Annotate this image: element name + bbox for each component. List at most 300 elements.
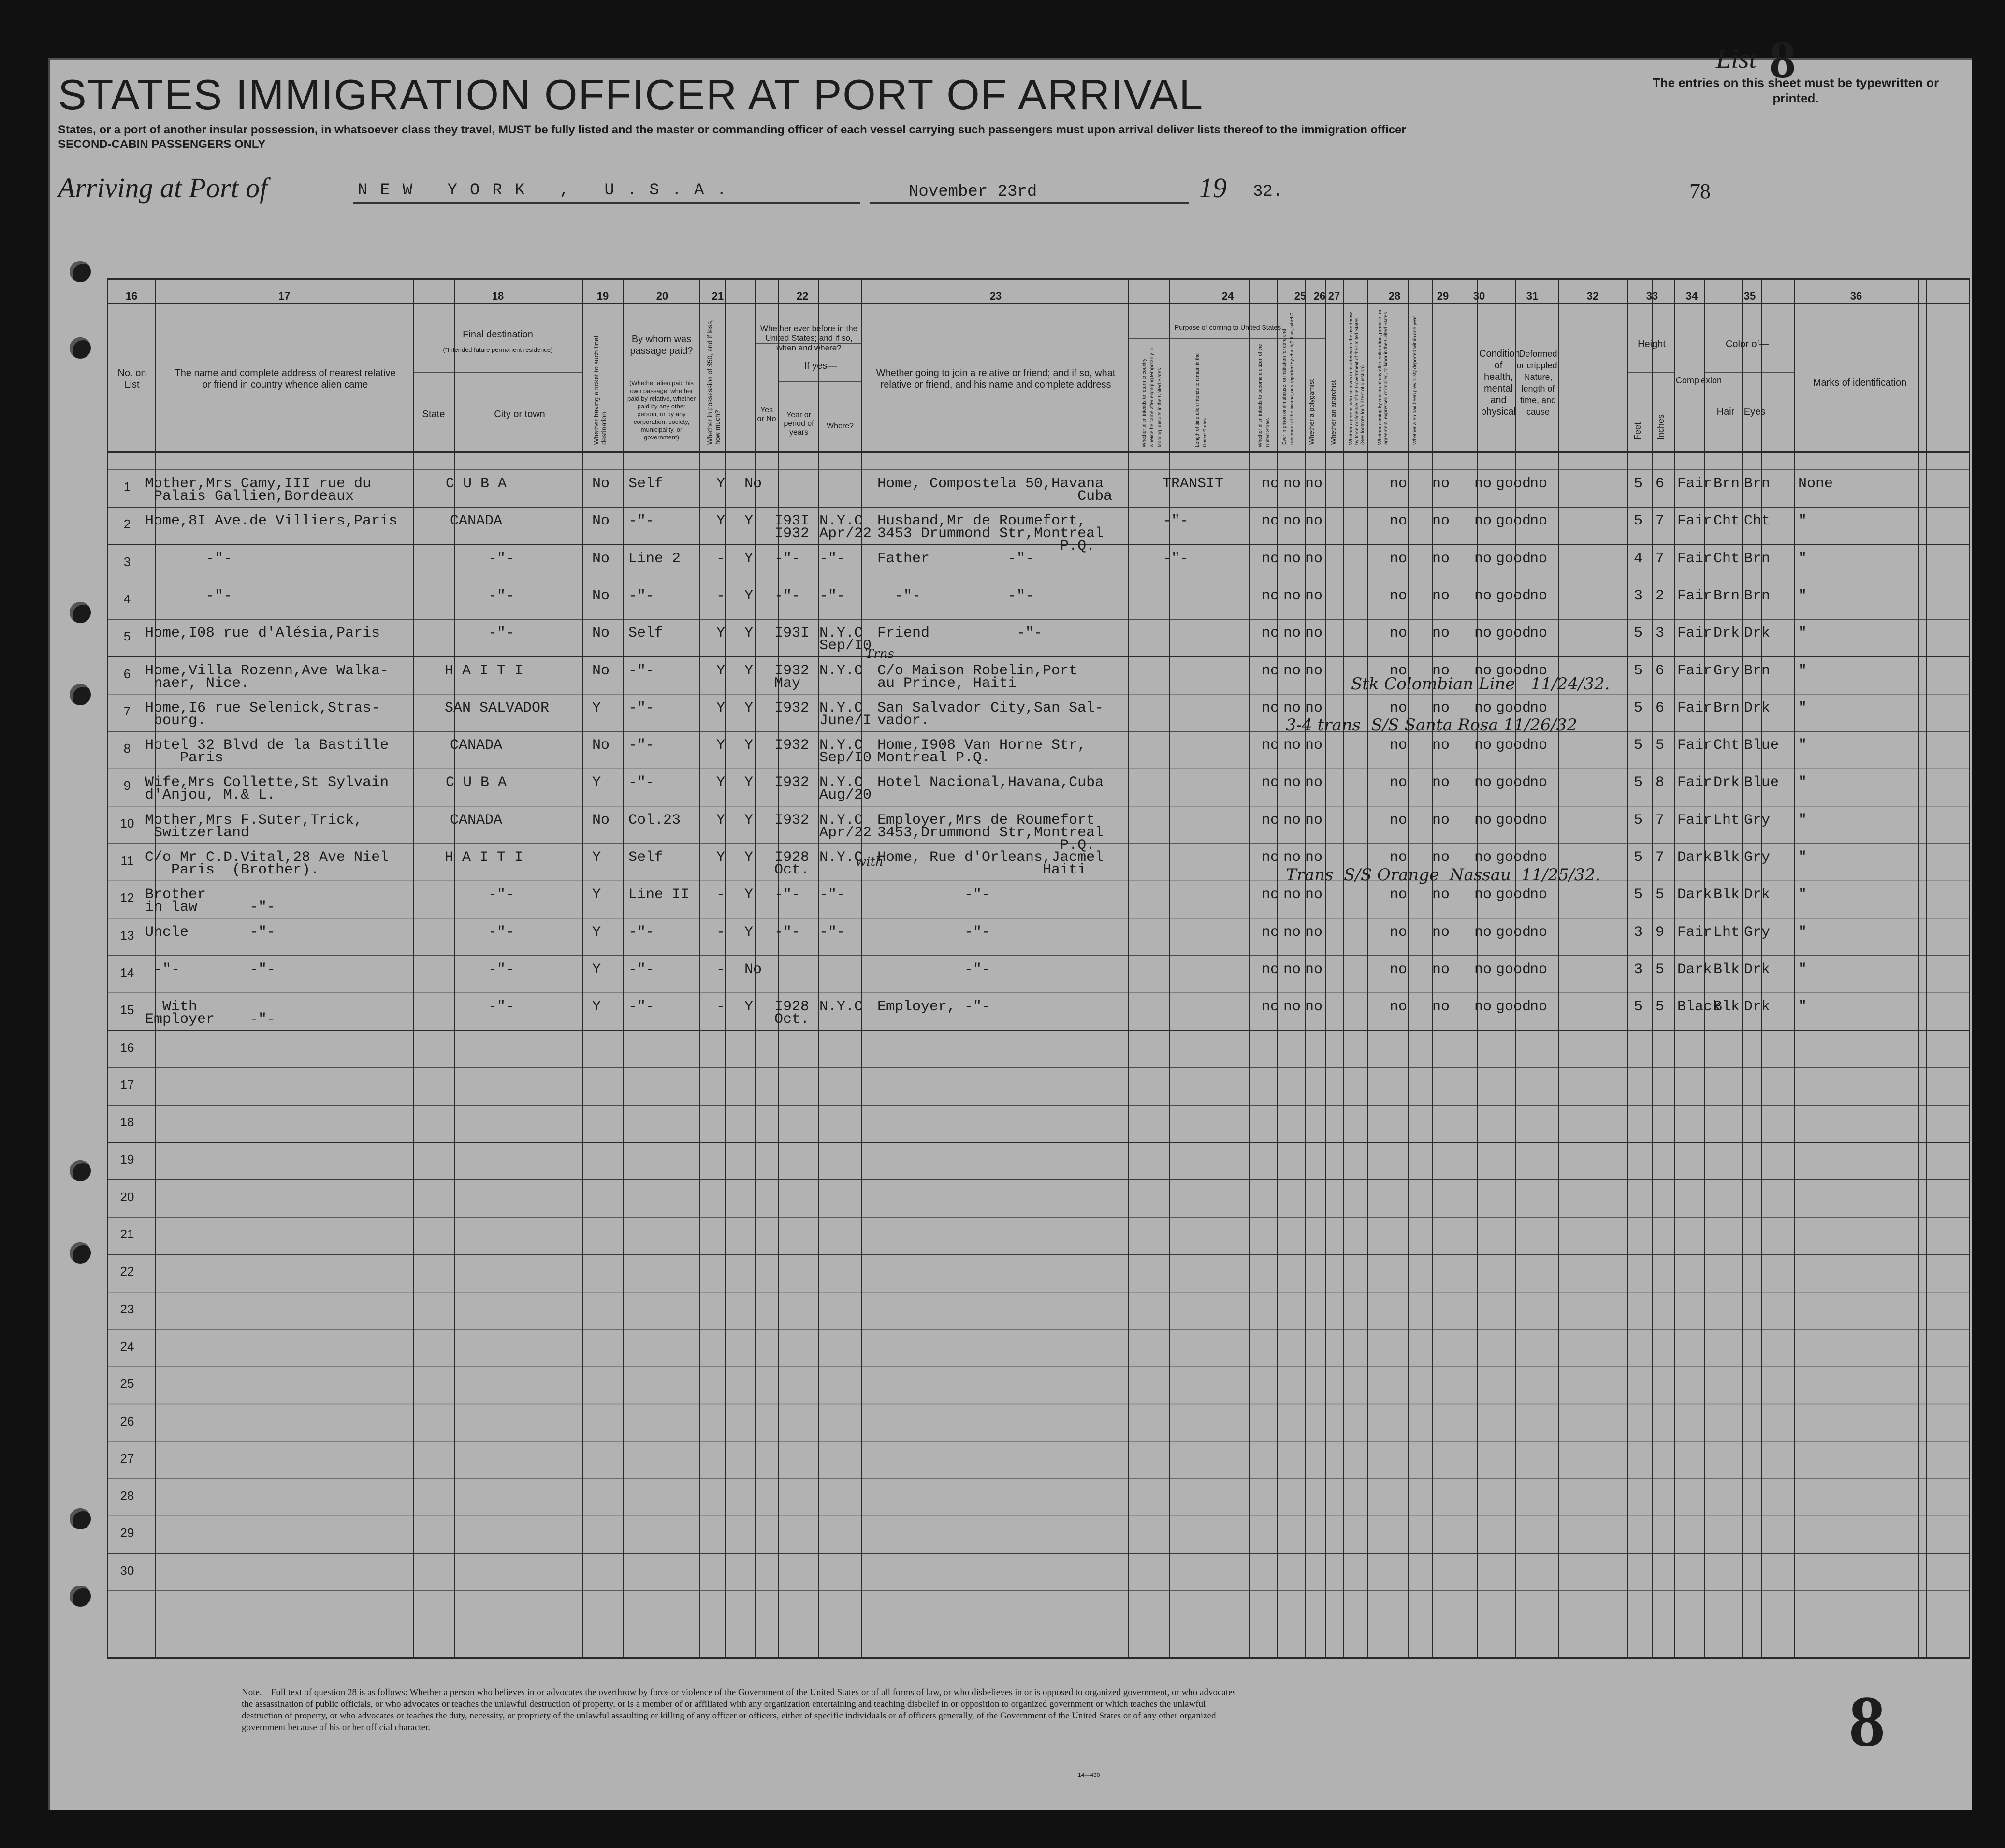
header-anarchist: Whether an anarchist xyxy=(1329,380,1337,445)
entries-note: The entries on this sheet must be typewritten or printed. xyxy=(1652,75,1939,105)
year-cell: I932 xyxy=(774,699,810,716)
passage-paid-cell: Self xyxy=(628,625,664,642)
where-cell: -"- xyxy=(819,550,846,567)
overthrow-cell: no xyxy=(1390,513,1408,530)
row-number: 1 xyxy=(123,480,131,494)
punch-hole xyxy=(70,1160,91,1181)
header-purpose: Purpose of coming to United States xyxy=(1174,323,1281,331)
offer-labor-cell: no xyxy=(1432,961,1450,978)
yes-no-cell: Y xyxy=(744,849,754,866)
join-relative-cell: Home, Compostela 50,Havana Cuba xyxy=(877,476,1113,505)
row-number: 11 xyxy=(120,853,134,868)
anarchist-cell: no xyxy=(1305,924,1323,941)
anarchist-cell: no xyxy=(1305,999,1323,1016)
deformed-cell: no xyxy=(1530,625,1548,642)
possession-cell: Y xyxy=(716,513,726,530)
header-deported: Whether alien had been previously deported within one year xyxy=(1412,316,1418,445)
year-cell: I928 Oct. xyxy=(774,999,810,1028)
header-join-relative: Whether going to join a relative or friend; and if so, what relative or friend, and his name and complete address xyxy=(876,368,1116,390)
deported-cell: no xyxy=(1474,587,1492,604)
hair-cell: Blk xyxy=(1714,961,1740,978)
complexion-cell: Fair xyxy=(1677,699,1713,716)
nearest-relative-cell: Home,8I Ave.de Villiers,Paris xyxy=(145,513,398,530)
purpose-cell: TRANSIT xyxy=(1162,476,1224,492)
state-cell: CANADA xyxy=(450,513,503,530)
deformed-cell: no xyxy=(1530,924,1548,941)
marks-cell: " xyxy=(1798,662,1807,679)
header-hair: Hair xyxy=(1716,407,1735,417)
deported-cell: no xyxy=(1474,774,1492,791)
eyes-cell: Brn xyxy=(1744,476,1771,492)
ticket-cell: No xyxy=(592,513,610,530)
join-relative-cell: -"- -"- xyxy=(877,587,1034,604)
header-health: Condition of health, mental and physical xyxy=(1479,349,1520,417)
health-cell: good xyxy=(1496,625,1531,642)
hair-cell: Blk xyxy=(1714,849,1740,866)
join-relative-cell: Father -"- xyxy=(877,550,1034,567)
possession-cell: - xyxy=(716,887,726,903)
state-cell: H A I T I xyxy=(445,662,523,679)
polygamist-cell: no xyxy=(1283,662,1301,679)
passage-paid-cell: Col.23 xyxy=(628,812,681,829)
row-number: 8 xyxy=(123,741,131,756)
prison-cell: no xyxy=(1262,774,1279,791)
nearest-relative-cell: Uncle -"- xyxy=(145,924,276,941)
year-cell: I932 xyxy=(774,812,810,829)
eyes-cell: Drk xyxy=(1744,887,1771,903)
polygamist-cell: no xyxy=(1283,587,1301,604)
deported-cell: no xyxy=(1474,737,1492,754)
polygamist-cell: no xyxy=(1283,999,1301,1016)
city-cell: -"- xyxy=(488,887,515,903)
column-number: 25 xyxy=(1294,290,1307,302)
year-cell: -"- xyxy=(774,550,801,567)
health-cell: good xyxy=(1496,513,1531,530)
overthrow-cell: no xyxy=(1390,587,1408,604)
header-height: Height xyxy=(1638,339,1666,349)
city-cell: -"- xyxy=(488,924,515,941)
hair-cell: Lht xyxy=(1714,924,1740,941)
page-title: STATES IMMIGRATION OFFICER AT PORT OF ARRIVAL xyxy=(58,71,1204,118)
nearest-relative-cell: -"- -"- xyxy=(145,961,276,978)
deported-cell: no xyxy=(1474,476,1492,492)
feet-cell: 3 xyxy=(1634,587,1643,604)
marks-cell: " xyxy=(1798,887,1807,903)
punch-hole xyxy=(70,1242,91,1264)
passage-paid-cell: Line II xyxy=(628,887,690,903)
eyes-cell: Drk xyxy=(1744,699,1771,716)
join-relative-cell: Hotel Nacional,Havana,Cuba xyxy=(877,774,1104,791)
state-cell: SAN SALVADOR xyxy=(445,699,550,716)
complexion-cell: Fair xyxy=(1677,812,1713,829)
list-number: 8 xyxy=(1769,30,1796,89)
transfer-note: 3-4 trans S/S Santa Rosa 11/26/32 xyxy=(1286,715,1578,735)
eyes-cell: Drk xyxy=(1744,961,1771,978)
passage-paid-cell: -"- xyxy=(628,961,655,978)
deported-cell: no xyxy=(1474,513,1492,530)
inches-cell: 7 xyxy=(1656,849,1665,866)
header-year-period: Year or period of years xyxy=(784,411,814,437)
punch-hole xyxy=(70,261,91,282)
deported-cell: no xyxy=(1474,625,1492,642)
deported-cell: no xyxy=(1474,924,1492,941)
city-cell: -"- xyxy=(488,625,515,642)
marks-cell: " xyxy=(1798,961,1807,978)
deformed-cell: no xyxy=(1530,812,1548,829)
hair-cell: Blk xyxy=(1714,887,1740,903)
polygamist-cell: no xyxy=(1283,550,1301,567)
column-number: 32 xyxy=(1586,290,1599,302)
eyes-cell: Brn xyxy=(1744,587,1771,604)
ticket-cell: Y xyxy=(592,961,601,978)
eyes-cell: Blue xyxy=(1744,774,1779,791)
yes-no-cell: Y xyxy=(744,550,754,567)
deported-cell: no xyxy=(1474,662,1492,679)
join-relative-cell: Friend -"- xyxy=(877,625,1043,642)
nearest-relative-cell: Mother,Mrs Camy,III rue du Palais Gallien,Bordeaux xyxy=(145,476,372,505)
possession-cell: - xyxy=(716,999,726,1016)
join-relative-cell: -"- xyxy=(877,961,991,978)
inches-cell: 5 xyxy=(1656,961,1665,978)
anarchist-cell: no xyxy=(1305,550,1323,567)
row-number: 12 xyxy=(120,890,134,905)
form-number: 14—430 xyxy=(1078,1772,1100,1778)
join-relative-cell: Husband,Mr de Roumefort, 3453 Drummond Str,Montreal P.Q. xyxy=(877,513,1104,555)
row-number: 3 xyxy=(123,554,131,569)
state-cell: CANADA xyxy=(450,812,503,829)
footnote: Note.—Full text of question 28 is as follows: Whether a person who believes in or advocates the overthrow by force or violence of the Government of the United States or of all forms of law, or who disbelieves in or is opposed to organized government, or who advocates the assassination of public officials, or who advocates or teaches the unlawful destruction of property, or is a member of or affiliated with any organization entertaining and teaching disbelief in or opposition to organized government or which teaches the unlawful destruction of property, or who advocates or teaches the duty, necessity, or propriety of the unlawful assaulting or killing of any officer or officers, either of specific individuals or of officers generally, of the Government of the United States or of any other organized government because of his or her official character. xyxy=(242,1688,1236,1732)
passage-paid-cell: -"- xyxy=(628,737,655,754)
feet-cell: 5 xyxy=(1634,774,1643,791)
column-number: 33 xyxy=(1646,290,1658,302)
column-number: 35 xyxy=(1743,290,1756,302)
complexion-cell: Black xyxy=(1677,999,1721,1016)
row-number: 29 xyxy=(120,1526,134,1541)
passage-paid-cell: -"- xyxy=(628,774,655,791)
polygamist-cell: no xyxy=(1283,774,1301,791)
row-number: 13 xyxy=(120,928,134,943)
join-relative-cell: -"- xyxy=(877,887,991,903)
row-number: 21 xyxy=(120,1227,134,1241)
nearest-relative-cell: Hotel 32 Blvd de la Bastille Paris xyxy=(145,737,389,767)
column-number: 21 xyxy=(712,290,724,302)
join-relative-cell: Employer,Mrs de Roumefort 3453,Drummond Str,Montreal P.Q. xyxy=(877,812,1104,854)
overthrow-cell: no xyxy=(1390,625,1408,642)
hair-cell: Brn xyxy=(1714,699,1740,716)
deformed-cell: no xyxy=(1530,699,1548,716)
arriving-label: Arriving at Port of xyxy=(58,172,268,204)
complexion-cell: Dark xyxy=(1677,961,1713,978)
trns-mark: Trns xyxy=(865,647,894,661)
yes-no-cell: Y xyxy=(744,513,754,530)
anarchist-cell: no xyxy=(1305,699,1323,716)
polygamist-cell: no xyxy=(1283,513,1301,530)
row-number: 4 xyxy=(123,591,131,606)
header-eyes: Eyes xyxy=(1743,407,1766,417)
state-cell: H A I T I xyxy=(445,849,523,866)
complexion-cell: Fair xyxy=(1677,476,1713,492)
row-number: 26 xyxy=(120,1413,134,1428)
anarchist-cell: no xyxy=(1305,737,1323,754)
header-prison: Ever in prison or almshouse, or institution for care and treatment of the insane, or supported by charity? If so, which? xyxy=(1282,312,1295,445)
health-cell: good xyxy=(1496,812,1531,829)
deformed-cell: no xyxy=(1530,550,1548,567)
year-cell: -"- xyxy=(774,924,801,941)
polygamist-cell: no xyxy=(1283,887,1301,903)
feet-cell: 5 xyxy=(1634,849,1643,866)
city-cell: -"- xyxy=(488,550,515,567)
deported-cell: no xyxy=(1474,699,1492,716)
complexion-cell: Fair xyxy=(1677,737,1713,754)
marks-cell: " xyxy=(1798,550,1807,567)
hair-cell: Drk xyxy=(1714,625,1740,642)
anarchist-cell: no xyxy=(1305,587,1323,604)
deformed-cell: no xyxy=(1530,587,1548,604)
column-number: 24 xyxy=(1221,290,1234,302)
passage-paid-cell: -"- xyxy=(628,699,655,716)
hair-cell: Brn xyxy=(1714,476,1740,492)
health-cell: good xyxy=(1496,999,1531,1016)
prison-cell: no xyxy=(1262,812,1279,829)
ticket-cell: Y xyxy=(592,699,601,716)
anarchist-cell: no xyxy=(1305,476,1323,492)
offer-labor-cell: no xyxy=(1432,887,1450,903)
prison-cell: no xyxy=(1262,662,1279,679)
deported-cell: no xyxy=(1474,550,1492,567)
offer-labor-cell: no xyxy=(1432,999,1450,1016)
where-cell: N.Y.C Apr/22 xyxy=(819,812,872,841)
anarchist-cell: no xyxy=(1305,812,1323,829)
feet-cell: 5 xyxy=(1634,999,1643,1016)
offer-labor-cell: no xyxy=(1432,812,1450,829)
city-cell: -"- xyxy=(488,587,515,604)
overthrow-cell: no xyxy=(1390,887,1408,903)
row-number: 24 xyxy=(120,1339,134,1353)
deported-cell: no xyxy=(1474,812,1492,829)
deformed-cell: no xyxy=(1530,849,1548,866)
deformed-cell: no xyxy=(1530,737,1548,754)
anarchist-cell: no xyxy=(1305,961,1323,978)
eyes-cell: Gry xyxy=(1744,924,1771,941)
punch-hole xyxy=(70,602,91,623)
hair-cell: Blk xyxy=(1714,999,1740,1016)
polygamist-cell: no xyxy=(1283,849,1301,866)
inches-cell: 9 xyxy=(1656,924,1665,941)
offer-labor-cell: no xyxy=(1432,662,1450,679)
inches-cell: 5 xyxy=(1656,737,1665,754)
page-count: 78 xyxy=(1689,179,1711,203)
anarchist-cell: no xyxy=(1305,774,1323,791)
prison-cell: no xyxy=(1262,961,1279,978)
year-suffix: 32. xyxy=(1253,183,1283,201)
yes-no-cell: Y xyxy=(744,924,754,941)
complexion-cell: Fair xyxy=(1677,625,1713,642)
purpose-cell: -"- xyxy=(1162,550,1189,567)
where-cell: N.Y.C Sep/I0 xyxy=(819,737,872,767)
inches-cell: 7 xyxy=(1656,513,1665,530)
ticket-cell: No xyxy=(592,587,610,604)
year-cell: I928 Oct. xyxy=(774,849,810,878)
possession-cell: Y xyxy=(716,737,726,754)
where-cell: -"- xyxy=(819,887,846,903)
ticket-cell: Y xyxy=(592,849,601,866)
feet-cell: 5 xyxy=(1634,699,1643,716)
polygamist-cell: no xyxy=(1283,961,1301,978)
column-number: 23 xyxy=(989,290,1002,302)
complexion-cell: Fair xyxy=(1677,550,1713,567)
header-return-country: Whether alien intends to return to country whence he came after engaging temporarily in laboring pursuits in the United States xyxy=(1142,348,1162,447)
overthrow-cell: no xyxy=(1390,737,1408,754)
join-relative-cell: Home,I908 Van Horne Str, Montreal P.Q. xyxy=(877,737,1087,767)
header-final-destination: Final destination xyxy=(463,329,533,340)
yes-no-cell: Y xyxy=(744,625,754,642)
row-number: 6 xyxy=(123,666,131,681)
complexion-cell: Fair xyxy=(1677,774,1713,791)
eyes-cell: Brn xyxy=(1744,662,1771,679)
header-marks: Marks of identification xyxy=(1813,378,1907,388)
health-cell: good xyxy=(1496,662,1531,679)
city-cell: -"- xyxy=(488,999,515,1016)
year-cell: -"- xyxy=(774,587,801,604)
list-label: List xyxy=(1716,44,1757,74)
overthrow-cell: no xyxy=(1390,550,1408,567)
eyes-cell: Drk xyxy=(1744,625,1771,642)
prison-cell: no xyxy=(1262,625,1279,642)
column-number: 28 xyxy=(1388,290,1401,302)
health-cell: good xyxy=(1496,961,1531,978)
header-no-on-list: No. on List xyxy=(117,368,146,390)
ticket-cell: No xyxy=(592,662,610,679)
column-number: 17 xyxy=(278,290,291,302)
possession-cell: Y xyxy=(716,625,726,642)
column-number: 31 xyxy=(1526,290,1539,302)
feet-cell: 5 xyxy=(1634,513,1643,530)
anarchist-cell: no xyxy=(1305,662,1323,679)
anarchist-cell: no xyxy=(1305,625,1323,642)
inches-cell: 3 xyxy=(1656,625,1665,642)
row-number: 2 xyxy=(123,517,131,532)
offer-labor-cell: no xyxy=(1432,550,1450,567)
ticket-cell: Y xyxy=(592,774,601,791)
inches-cell: 6 xyxy=(1656,476,1665,492)
passage-paid-cell: Line 2 xyxy=(628,550,681,567)
passage-paid-cell: -"- xyxy=(628,924,655,941)
health-cell: good xyxy=(1496,550,1531,567)
feet-cell: 3 xyxy=(1634,961,1643,978)
city-cell: -"- xyxy=(488,961,515,978)
header-where: Where? xyxy=(826,422,854,430)
possession-cell: Y xyxy=(716,699,726,716)
hair-cell: Cht xyxy=(1714,550,1740,567)
inches-cell: 6 xyxy=(1656,699,1665,716)
marks-cell: None xyxy=(1798,476,1833,492)
header-ticket: Whether having a ticket to such final destination xyxy=(592,336,608,445)
marks-cell: " xyxy=(1798,999,1807,1016)
possession-cell: Y xyxy=(716,812,726,829)
year-prefix: 19 xyxy=(1199,172,1227,204)
inches-cell: 2 xyxy=(1656,587,1665,604)
deported-cell: no xyxy=(1474,887,1492,903)
ticket-cell: No xyxy=(592,812,610,829)
inches-cell: 6 xyxy=(1656,662,1665,679)
complexion-cell: Fair xyxy=(1677,662,1713,679)
where-cell: N.Y.C Apr/22 xyxy=(819,513,872,542)
where-cell: N.Y.C Sep/I0 xyxy=(819,625,872,655)
transfer-note: Trans S/S Orange Nassau 11/25/32. xyxy=(1286,865,1601,885)
marks-cell: " xyxy=(1798,587,1807,604)
polygamist-cell: no xyxy=(1283,812,1301,829)
header-length-of-time: Length of time alien intends to remain in the United States xyxy=(1195,353,1208,447)
hair-cell: Brn xyxy=(1714,587,1740,604)
nearest-relative-cell: -"- xyxy=(145,550,232,567)
polygamist-cell: no xyxy=(1283,476,1301,492)
offer-labor-cell: no xyxy=(1432,699,1450,716)
header-become-citizen: Whether alien intends to become a citizen of the United States xyxy=(1258,344,1271,447)
where-cell: N.Y.C Aug/20 xyxy=(819,774,872,804)
hair-cell: Cht xyxy=(1714,513,1740,530)
possession-cell: - xyxy=(716,961,726,978)
marks-cell: " xyxy=(1798,699,1807,716)
passage-paid-cell: -"- xyxy=(628,513,655,530)
passage-paid-cell: -"- xyxy=(628,999,655,1016)
anarchist-cell: no xyxy=(1305,513,1323,530)
deformed-cell: no xyxy=(1530,887,1548,903)
offer-labor-cell: no xyxy=(1432,924,1450,941)
marks-cell: " xyxy=(1798,812,1807,829)
ticket-cell: No xyxy=(592,550,610,567)
nearest-relative-cell: Home,Villa Rozenn,Ave Walka- naer, Nice. xyxy=(145,662,389,692)
header-inches: Inches xyxy=(1656,414,1666,440)
purpose-cell: -"- xyxy=(1162,513,1189,530)
header-possession-50: Whether in possession of $50, and if less, how much? xyxy=(706,319,721,445)
feet-cell: 5 xyxy=(1634,737,1643,754)
eyes-cell: Brn xyxy=(1744,550,1771,567)
column-number: 18 xyxy=(492,290,504,302)
header-offer-labor: Whether coming by reason of any offer, solicitation, promise, or agreement, expressed or implied, to labor in the United States xyxy=(1378,309,1389,445)
where-cell: N.Y.C xyxy=(819,849,863,866)
punch-hole xyxy=(70,684,91,705)
yes-no-cell: No xyxy=(744,961,762,978)
year-cell: I93I I932 xyxy=(774,513,810,542)
hair-cell: Gry xyxy=(1714,662,1740,679)
deported-cell: no xyxy=(1474,999,1492,1016)
port-value: NEW YORK , U.S.A. xyxy=(358,181,739,200)
deformed-cell: no xyxy=(1530,774,1548,791)
nearest-relative-cell: Wife,Mrs Collette,St Sylvain d'Anjou, M.& L. xyxy=(145,774,389,804)
deformed-cell: no xyxy=(1530,476,1548,492)
inches-cell: 7 xyxy=(1656,812,1665,829)
punch-hole xyxy=(70,337,91,359)
header-ever-before: Whether ever before in the United States; and if so, when and where? xyxy=(760,324,858,352)
row-number: 20 xyxy=(120,1189,134,1204)
yes-no-cell: Y xyxy=(744,774,754,791)
offer-labor-cell: no xyxy=(1432,625,1450,642)
deported-cell: no xyxy=(1474,961,1492,978)
row-number: 10 xyxy=(120,815,134,830)
deformed-cell: no xyxy=(1530,961,1548,978)
join-relative-cell: C/o Maison Robelin,Port au Prince, Haiti xyxy=(877,662,1078,692)
eyes-cell: Cht xyxy=(1744,513,1771,530)
column-number: 19 xyxy=(596,290,609,302)
offer-labor-cell: no xyxy=(1432,774,1450,791)
header-state: State xyxy=(422,409,445,420)
row-number: 23 xyxy=(120,1301,134,1316)
row-number: 28 xyxy=(120,1488,134,1503)
header-nearest-relative: The name and complete address of nearest relative or friend in country whence alien came xyxy=(174,368,396,390)
prison-cell: no xyxy=(1262,587,1279,604)
row-number: 5 xyxy=(123,629,131,644)
prison-cell: no xyxy=(1262,999,1279,1016)
